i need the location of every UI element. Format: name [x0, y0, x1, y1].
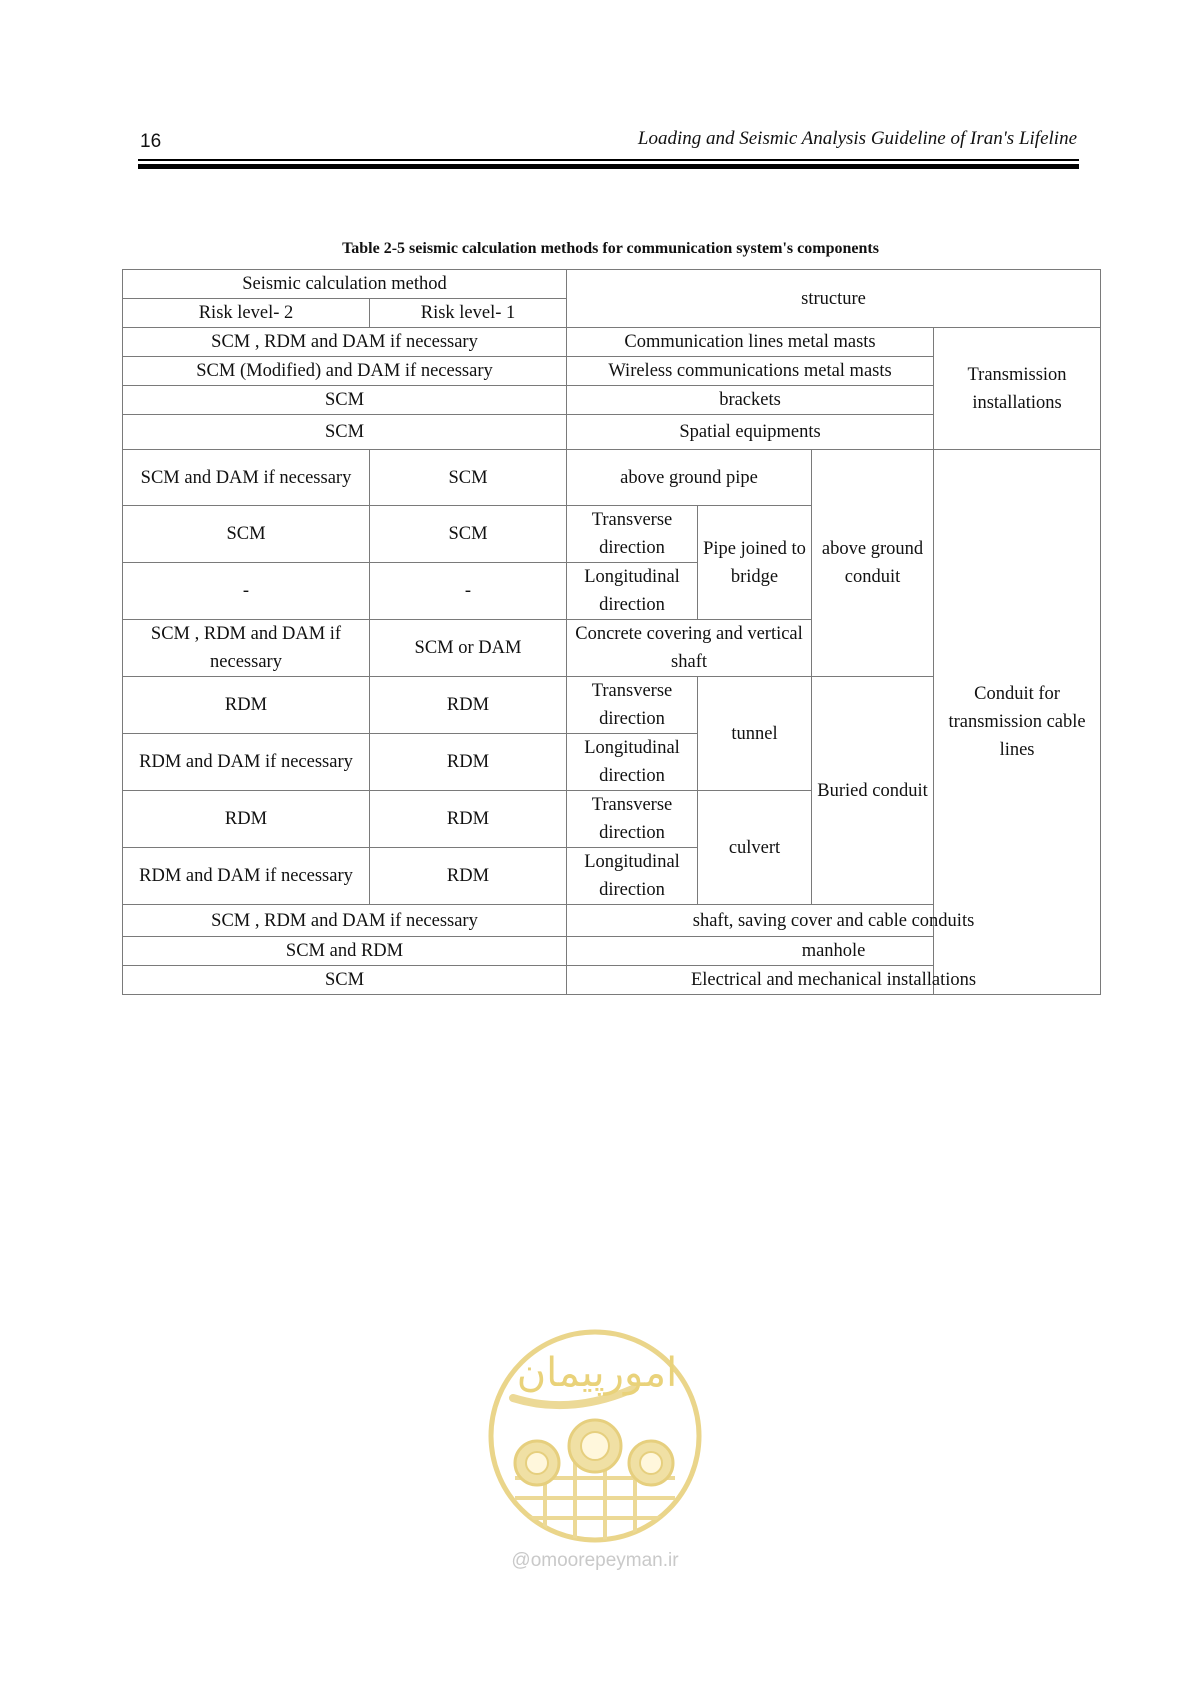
header-seismic-calculation-method: Seismic calculation method [123, 270, 567, 299]
group-transmission-installations: Transmission installations [934, 328, 1101, 450]
table-header-row [123, 270, 1101, 299]
method-cell: SCM , RDM and DAM if necessary [123, 905, 567, 937]
risk-level-1-cell: SCM [370, 506, 567, 563]
risk-level-1-cell: - [370, 563, 567, 620]
structure-cell: shaft, saving cover and cable conduits [567, 905, 1101, 937]
structure-cell: Transverse direction [567, 506, 698, 563]
seismic-methods-table [122, 269, 1101, 995]
risk-level-2-cell: - [123, 563, 370, 620]
table-row [123, 328, 1101, 357]
risk-level-1-cell: RDM [370, 791, 567, 848]
structure-cell: Longitudinal direction [567, 848, 698, 905]
risk-level-2-cell: RDM and DAM if necessary [123, 734, 370, 791]
table-row [123, 905, 1101, 937]
watermark-site: @omoorepeyman.ir [511, 1550, 679, 1571]
running-title: Loading and Seismic Analysis Guideline of Iran's Lifeline [637, 128, 1077, 149]
structure-cell: manhole [567, 937, 1101, 966]
method-cell: SCM [123, 386, 567, 415]
risk-level-2-cell: RDM [123, 677, 370, 734]
method-cell: SCM , RDM and DAM if necessary [123, 328, 567, 357]
table-row [123, 937, 1101, 966]
structure-cell: above ground pipe [567, 450, 812, 506]
header-rule-thick [138, 164, 1079, 169]
structure-cell: brackets [567, 386, 934, 415]
structure-cell: Concrete covering and vertical shaft [567, 620, 812, 677]
risk-level-1-cell: RDM [370, 677, 567, 734]
structure-cell: Transverse direction [567, 791, 698, 848]
risk-level-1-cell: SCM [370, 450, 567, 506]
structure-cell: Longitudinal direction [567, 563, 698, 620]
structure-cell: Transverse direction [567, 677, 698, 734]
header-risk-level-2: Risk level- 2 [123, 299, 370, 328]
page-number: 16 [140, 131, 162, 152]
method-cell: SCM (Modified) and DAM if necessary [123, 357, 567, 386]
method-cell: SCM [123, 415, 567, 450]
subgroup-culvert: culvert [698, 791, 812, 905]
risk-level-2-cell: SCM [123, 506, 370, 563]
gear-logo-icon [485, 1328, 705, 1548]
subgroup-buried-conduit: Buried conduit [812, 677, 934, 905]
subgroup-above-ground-conduit: above ground conduit [812, 450, 934, 677]
table-row [123, 450, 1101, 506]
table-row [123, 966, 1101, 995]
method-cell: SCM and RDM [123, 937, 567, 966]
watermark-logo-text: امورپیمان [516, 1350, 678, 1396]
method-cell: SCM [123, 966, 567, 995]
risk-level-1-cell: RDM [370, 734, 567, 791]
group-conduit-transmission-cable-lines: Conduit for transmission cable lines [934, 450, 1101, 995]
risk-level-2-cell: RDM and DAM if necessary [123, 848, 370, 905]
table-caption: Table 2-5 seismic calculation methods for communication system's components [342, 240, 879, 257]
structure-cell: Electrical and mechanical installations [567, 966, 1101, 995]
header-rule-thin [138, 159, 1079, 161]
header-risk-level-1: Risk level- 1 [370, 299, 567, 328]
structure-cell: Spatial equipments [567, 415, 934, 450]
subgroup-tunnel: tunnel [698, 677, 812, 791]
structure-cell: Longitudinal direction [567, 734, 698, 791]
subgroup-pipe-joined-to-bridge: Pipe joined to bridge [698, 506, 812, 620]
structure-cell: Communication lines metal masts [567, 328, 934, 357]
risk-level-1-cell: SCM or DAM [370, 620, 567, 677]
risk-level-2-cell: SCM and DAM if necessary [123, 450, 370, 506]
structure-cell: Wireless communications metal masts [567, 357, 934, 386]
risk-level-1-cell: RDM [370, 848, 567, 905]
risk-level-2-cell: SCM , RDM and DAM if necessary [123, 620, 370, 677]
risk-level-2-cell: RDM [123, 791, 370, 848]
header-structure: structure [567, 270, 1101, 328]
watermark-logo [485, 1328, 705, 1588]
